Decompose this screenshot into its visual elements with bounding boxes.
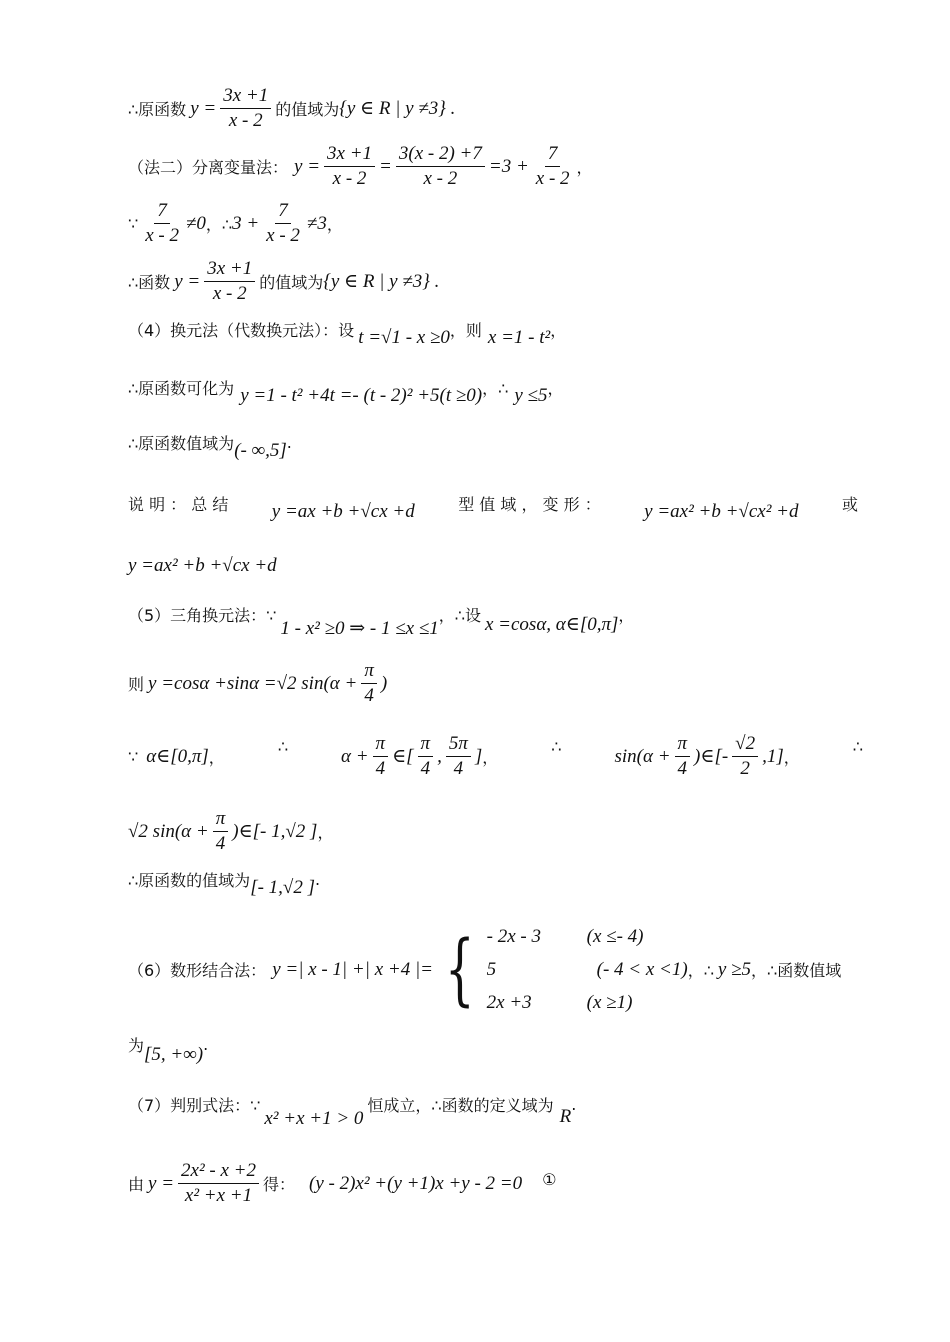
math: =3 + (488, 155, 529, 177)
line-18 (128, 1160, 556, 1207)
denominator: x - 2 (332, 168, 367, 189)
denominator: 4 (215, 833, 226, 854)
math: {y ∈ R | y ≠3} . (323, 271, 440, 292)
math: y ≥5 (717, 958, 752, 980)
denominator: x - 2 (423, 168, 458, 189)
line-12 (128, 733, 863, 780)
line-10 (128, 603, 635, 639)
text: . (286, 433, 292, 452)
math: y = (148, 1172, 175, 1194)
numerator: π (213, 808, 229, 832)
case-cond: (- 4 < x <1) (596, 959, 688, 980)
numerator: 3x +1 (220, 85, 271, 109)
text: 的值域为 (275, 100, 340, 119)
fraction (263, 200, 303, 247)
math: y = (294, 155, 321, 177)
numerator: π (373, 733, 389, 757)
line-14 (128, 868, 321, 898)
text: 型 值 域 ， 变 形 ： (458, 495, 601, 514)
text: ，∴ (205, 215, 233, 234)
line-16 (128, 1033, 209, 1065)
math: y =1 - t² +4t =- (t - 2)² +5(t ≥0) (240, 384, 483, 406)
math: ) (380, 672, 388, 694)
numerator: 3(x - 2) +7 (396, 143, 485, 167)
denominator: x² +x +1 (184, 1185, 253, 1206)
numerator: √2 (732, 733, 758, 757)
line-5 (128, 318, 567, 348)
fraction (675, 733, 691, 780)
text: ，∴函数值域 (751, 961, 842, 980)
text: （7）判别式法：∵ (128, 1096, 261, 1115)
numerator: π (675, 733, 691, 757)
math: x =1 - t² (487, 326, 551, 348)
math: {y ∈ R | y ≠3} . (339, 98, 456, 119)
line-1 (128, 85, 455, 132)
math: α∈[0,π] (146, 746, 209, 767)
math: = (379, 155, 392, 177)
text: ， (317, 823, 334, 842)
text: ， (783, 748, 800, 767)
text: ∴原函数 (128, 100, 187, 119)
fraction (204, 258, 255, 305)
numerator: π (418, 733, 434, 757)
text: 由 (128, 1175, 145, 1194)
fraction (142, 200, 182, 247)
math: y = (190, 97, 217, 119)
case-cond: (x ≤- 4) (586, 926, 644, 947)
numerator: 2x² - x +2 (178, 1160, 259, 1184)
text: 恒成立，∴函数的定义域为 (367, 1096, 554, 1115)
denominator: x - 2 (266, 225, 300, 246)
line-2 (128, 143, 593, 190)
math: )∈[- 1,√2 ] (232, 821, 318, 842)
fraction (396, 143, 485, 190)
math: α + (341, 745, 369, 767)
text: （法二）分离变量法： (128, 158, 289, 177)
denominator: x - 2 (228, 110, 263, 131)
denominator: x - 2 (145, 225, 179, 246)
text: ， (618, 606, 635, 625)
math: t =√1 - x ≥0 (358, 326, 450, 348)
case-expr: 5 (486, 959, 497, 980)
text: ∴ (277, 737, 288, 756)
text: 的值域为 (259, 273, 324, 292)
line-4 (128, 258, 439, 305)
text: ，∴设 (438, 606, 481, 625)
denominator: 4 (420, 758, 431, 779)
denominator: 4 (375, 758, 386, 779)
line-17 (128, 1093, 577, 1129)
text: . (571, 1095, 577, 1114)
text: ， (547, 379, 564, 398)
text: ， (576, 158, 593, 177)
math: y =| x - 1| +| x +4 |= (272, 958, 433, 980)
numerator: 7 (275, 200, 291, 224)
text: ∴函数 (128, 273, 171, 292)
math: R (559, 1105, 572, 1127)
math: 1 - x² ≥0 ⇒ - 1 ≤x ≤1 (280, 618, 439, 639)
text: 则 (128, 675, 145, 694)
line-11 (128, 660, 387, 707)
piecewise-cases (433, 920, 688, 1019)
math: √2 sin(α + (128, 820, 209, 842)
denominator: 4 (677, 758, 688, 779)
text: ，则 (449, 321, 482, 340)
fraction (732, 733, 758, 780)
text: ，∴ (687, 961, 714, 980)
text: . (203, 1035, 209, 1054)
text: ， (208, 748, 225, 767)
text: 为 (128, 1036, 145, 1055)
math: [- 1,√2 ] (250, 876, 315, 898)
math: ≠0 (185, 212, 206, 234)
math: 3 + (232, 212, 260, 234)
text: ， (326, 215, 343, 234)
line-9 (128, 555, 277, 577)
circled-number: ① (542, 1170, 557, 1189)
math: y ≤5 (514, 384, 548, 406)
math: x² +x +1 > 0 (264, 1107, 364, 1129)
numerator: 5π (446, 733, 471, 757)
text: 说 明 ： 总 结 (128, 495, 229, 514)
fraction (361, 660, 377, 707)
math: ] (474, 745, 483, 767)
case-expr: - 2x - 3 (486, 926, 541, 947)
text: ∵ (128, 214, 139, 233)
line-7 (128, 431, 292, 461)
numerator: 3x +1 (324, 143, 375, 167)
denominator: x - 2 (212, 283, 247, 304)
math: y =cosα +sinα =√2 sin(α + (148, 672, 358, 694)
text: （4）换元法（代数换元法）：设 (128, 321, 355, 340)
denominator: 4 (453, 758, 464, 779)
numerator: π (361, 660, 377, 684)
denominator: 4 (364, 685, 374, 706)
line-3 (128, 200, 343, 247)
text: （5）三角换元法：∵ (128, 606, 277, 625)
case-cond: (x ≥1) (586, 992, 633, 1013)
math: [5, +∞) (144, 1043, 204, 1065)
math: y = (174, 270, 201, 292)
math: y =ax +b +√cx +d (271, 500, 415, 522)
text: ∴ (852, 737, 863, 756)
math: ,1] (762, 745, 784, 767)
fraction (220, 85, 271, 132)
fraction (373, 733, 389, 780)
fraction (213, 808, 229, 855)
text: ∴原函数可化为 (128, 379, 235, 398)
numerator: 7 (154, 200, 170, 224)
math: (- ∞,5] (234, 439, 287, 461)
line-8 (128, 492, 858, 522)
denominator: 2 (740, 758, 750, 779)
text: ∴原函数的值域为 (128, 871, 251, 890)
numerator: 3x +1 (204, 258, 255, 282)
math: ≠3 (306, 212, 327, 234)
text: . (314, 870, 321, 889)
denominator: x - 2 (535, 168, 570, 189)
math: sin(α + (614, 745, 671, 767)
math: y =ax² +b +√cx² +d (644, 500, 799, 522)
text: ∴原函数值域为 (128, 434, 235, 453)
text: ∴ (551, 737, 562, 756)
text: ∵ (128, 747, 139, 766)
fraction (533, 143, 573, 190)
numerator: 7 (545, 143, 561, 167)
text: ， (482, 748, 499, 767)
left-brace: { (444, 924, 475, 1015)
line-15 (128, 920, 841, 1019)
line-6 (128, 376, 564, 406)
math: , (437, 745, 442, 767)
text: ，∴ (482, 379, 509, 398)
text: （6）数形结合法： (128, 961, 267, 980)
math: ∈[ (392, 746, 414, 767)
math: )∈[- (694, 746, 729, 767)
math: x =cosα, α∈[0,π] (484, 614, 619, 635)
text: 或 (841, 495, 858, 514)
line-13 (128, 808, 333, 855)
text: ， (550, 321, 567, 340)
fraction (418, 733, 434, 780)
case-expr: 2x +3 (486, 992, 532, 1013)
math: (y - 2)x² +(y +1)x +y - 2 =0 (309, 1172, 523, 1194)
fraction (446, 733, 471, 780)
math: y =ax² +b +√cx +d (128, 555, 277, 576)
text: 得： (263, 1175, 296, 1194)
fraction (324, 143, 375, 190)
fraction (178, 1160, 259, 1207)
